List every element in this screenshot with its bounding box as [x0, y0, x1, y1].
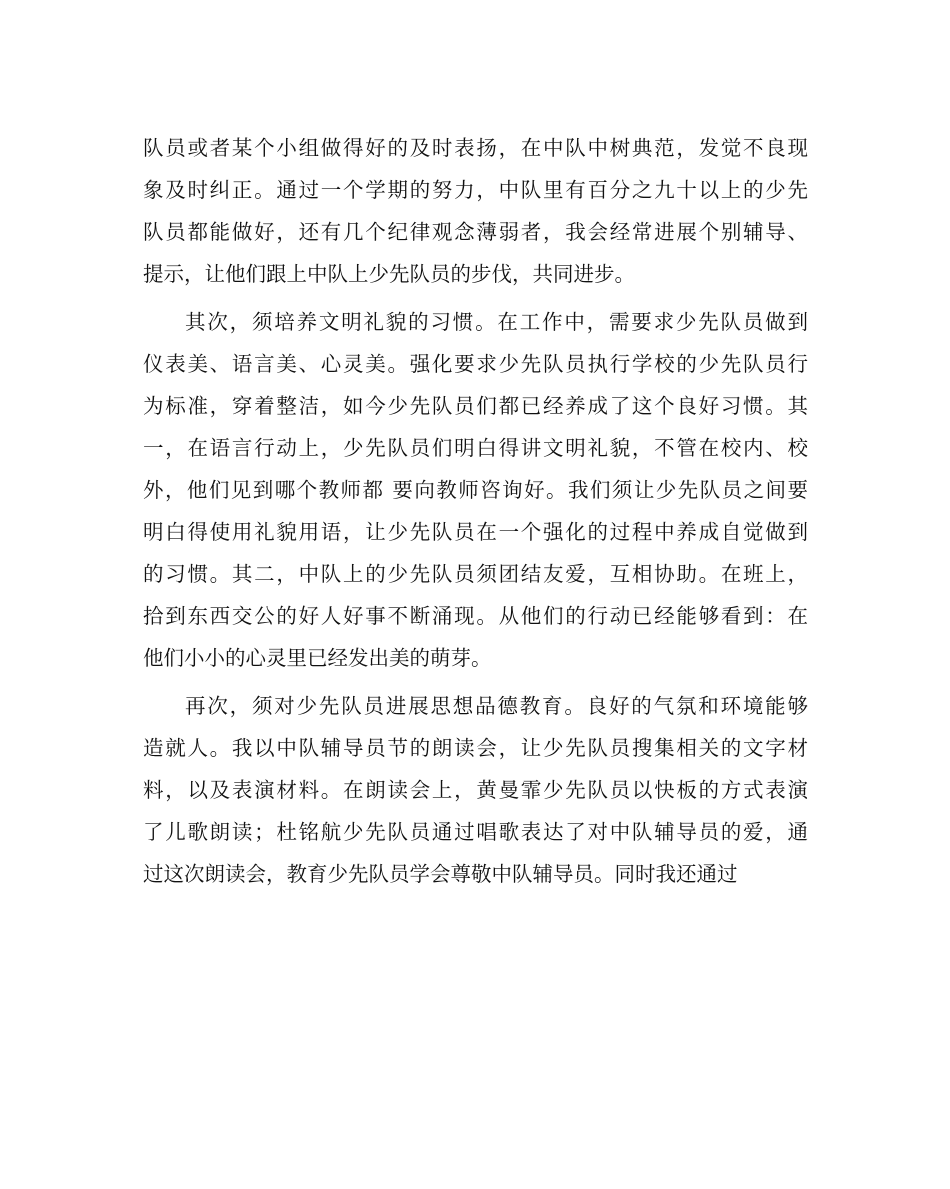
text-line: 仪表美、语言美、心灵美。强化要求少先队员执行学校的少先队员行 — [143, 352, 808, 376]
text-line: 为标准，穿着整洁，如今少先队员们都已经养成了这个良好习惯。其 — [143, 394, 808, 418]
text-line: 明白得使用礼貌用语，让少先队员在一个强化的过程中养成自觉做到 — [143, 520, 808, 544]
paragraph-first-line: 其次，须培养文明礼貌的习惯。在工作中，需要求少先队员做到 — [185, 310, 808, 334]
text-line: 外，他们见到哪个教师都 要向教师咨询好。我们须让少先队员之间要 — [143, 478, 808, 502]
text-line: 了儿歌朗读；杜铭航少先队员通过唱歌表达了对中队辅导员的爱，通 — [143, 820, 808, 844]
text-line: 提示，让他们跟上中队上少先队员的步伐，共同进步。 — [143, 262, 635, 286]
text-line: 过这次朗读会，教育少先队员学会尊敬中队辅导员。同时我还通过 — [143, 862, 738, 886]
text-line: 队员或者某个小组做得好的及时表扬，在中队中树典范，发觉不良现 — [143, 136, 808, 160]
text-line: 造就人。我以中队辅导员节的朗读会，让少先队员搜集相关的文字材 — [143, 736, 808, 760]
text-line: 一，在语言行动上，少先队员们明白得讲文明礼貌，不管在校内、校 — [143, 436, 808, 460]
body-text — [143, 127, 808, 895]
text-line: 象及时纠正。通过一个学期的努力，中队里有百分之九十以上的少先 — [143, 178, 808, 202]
paragraph-first-line: 再次，须对少先队员进展思想品德教育。良好的气氛和环境能够 — [185, 694, 808, 718]
text-line: 的习惯。其二，中队上的少先队员须团结友爱，互相协助。在班上， — [143, 562, 808, 586]
text-line: 拾到东西交公的好人好事不断涌现。从他们的行动已经能够看到：在 — [143, 604, 808, 628]
text-line: 队员都能做好，还有几个纪律观念薄弱者，我会经常进展个别辅导、 — [143, 220, 808, 244]
text-line: 料，以及表演材料。在朗读会上，黄曼霏少先队员以快板的方式表演 — [143, 778, 808, 802]
text-line: 他们小小的心灵里已经发出美的萌芽。 — [143, 646, 492, 670]
